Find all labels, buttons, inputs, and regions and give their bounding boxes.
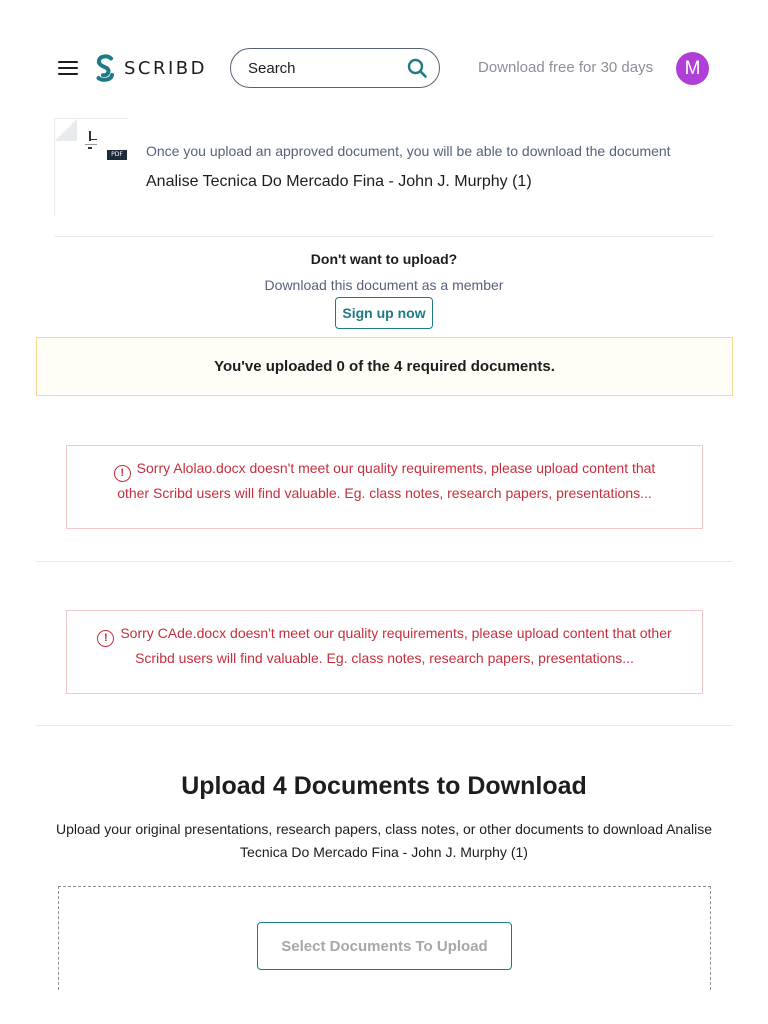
error-message-box — [66, 610, 703, 694]
divider — [36, 561, 733, 562]
download-free-link[interactable]: Download free for 30 days — [478, 59, 654, 76]
divider — [54, 236, 714, 237]
document-title: Analise Tecnica Do Mercado Fina - John J. Murphy (1) — [146, 173, 532, 190]
upload-section-description: Upload your original presentations, research papers, class notes, or other documents to download Analise Tecnica Do Mercado Fina - John J. Murphy (1) — [55, 821, 713, 860]
top-header — [0, 0, 768, 136]
alert-circle-icon: ! — [114, 465, 131, 482]
download-as-member-text: Download this document as a member — [264, 277, 504, 293]
upload-section-title: Upload 4 Documents to Download — [181, 772, 587, 800]
pdf-badge: PDF — [107, 150, 127, 160]
error-message-text: Sorry CAde.docx doesn't meet our quality requirements, please upload content that other Scribd users will find valuable. Eg. class notes, research papers, presentations... — [120, 625, 672, 666]
search-input[interactable] — [246, 59, 386, 78]
select-documents-button[interactable]: Select Documents To Upload — [257, 922, 512, 970]
scribd-logo-icon — [94, 54, 116, 82]
error-message-text: Sorry Alolao.docx doesn't meet our quality requirements, please upload content that other Scribd users will find valuable. Eg. class notes, research papers, presentations... — [117, 460, 656, 501]
error-message-box — [66, 445, 703, 529]
search-box[interactable] — [230, 48, 440, 88]
sign-up-button[interactable]: Sign up now — [335, 297, 433, 329]
scribd-logo[interactable] — [94, 52, 207, 84]
upload-progress-text: You've uploaded 0 of the 4 required documents. — [214, 358, 555, 375]
logo-text: SCRIBD — [124, 57, 208, 79]
user-avatar[interactable]: M — [676, 52, 709, 85]
document-preview-lines — [83, 131, 99, 149]
divider — [36, 725, 733, 726]
alert-circle-icon: ! — [97, 630, 114, 647]
hamburger-menu-icon[interactable] — [58, 60, 78, 76]
page-fold-icon — [55, 119, 77, 141]
dont-want-upload-heading: Don't want to upload? — [310, 251, 458, 267]
upload-note: Once you upload an approved document, you will be able to download the document — [146, 143, 671, 159]
document-thumbnail[interactable] — [54, 118, 128, 216]
upload-progress-banner — [36, 337, 733, 396]
search-icon[interactable] — [407, 58, 427, 78]
